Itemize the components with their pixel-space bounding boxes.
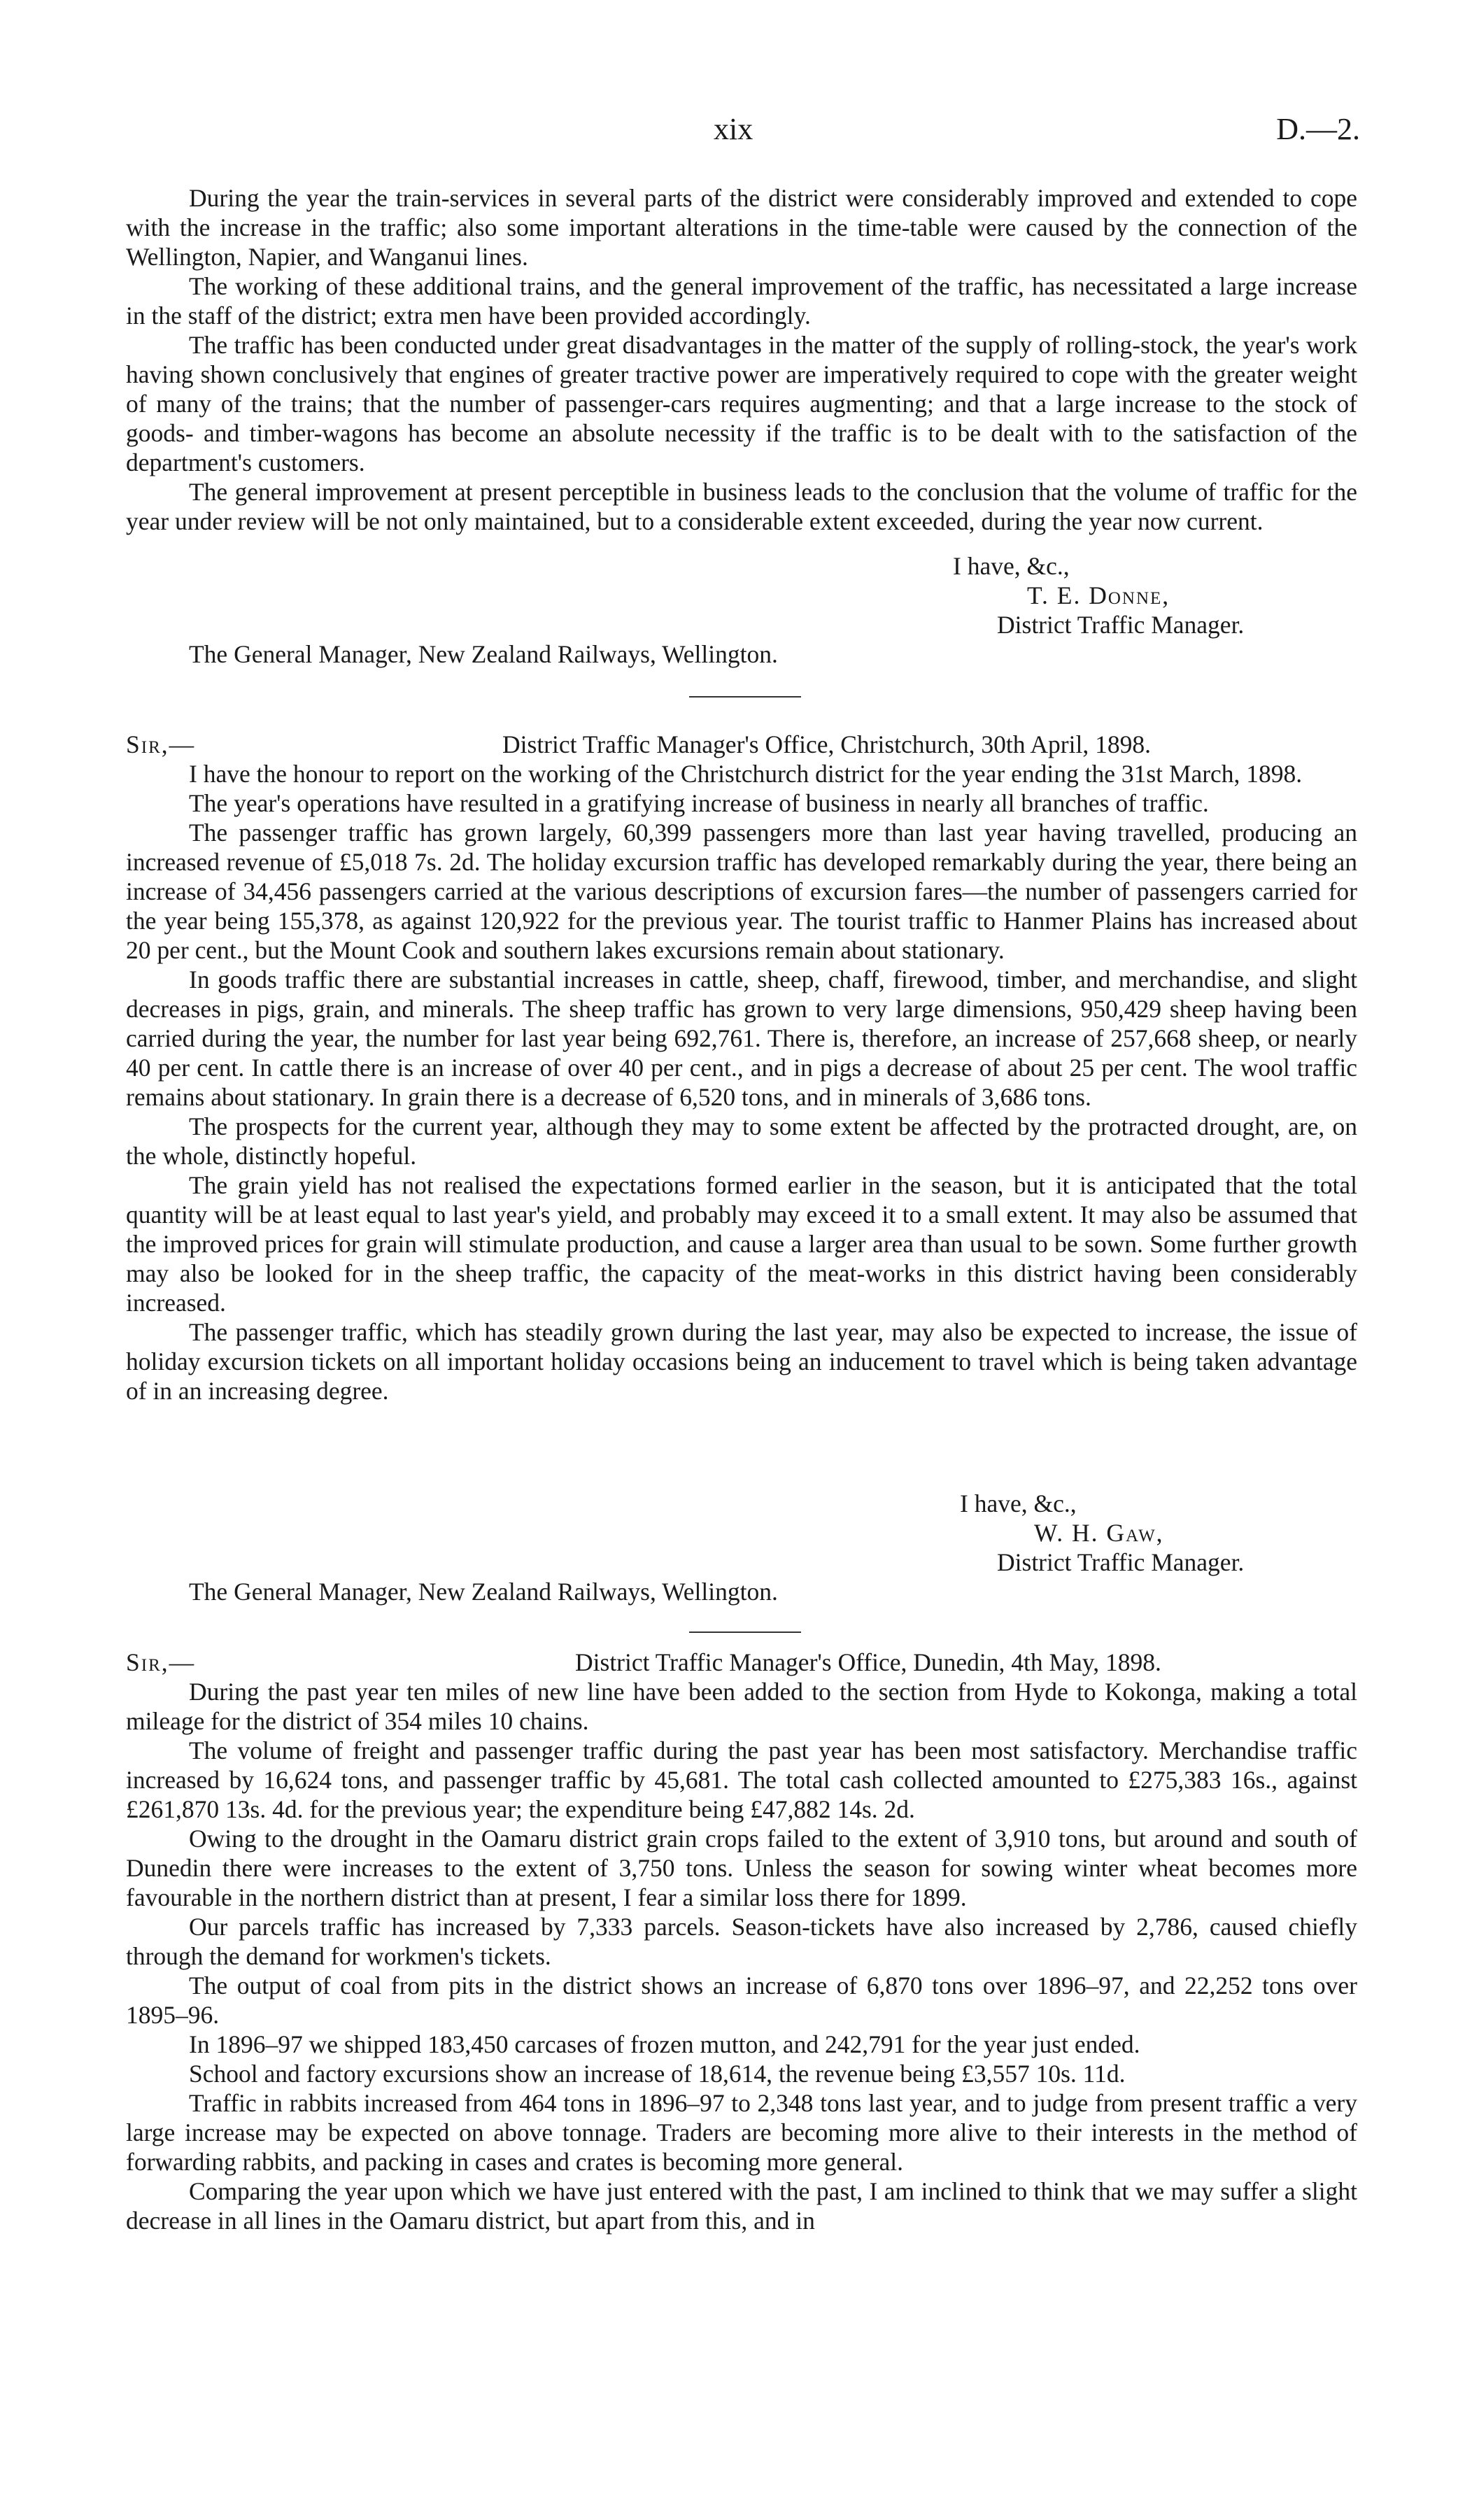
- paragraph: The traffic has been conducted under great disadvantages in the matter of the supply of rolling-stock, the year's work having shown conclusively that engines of greater tractive power are imperatively required to cope with the greater weight of many of the trains; that the number of passenger-cars requires augmenting; and that a large increase to the stock of goods- and timber-wagons has become an absolute necessity if the traffic is to be dealt with to the satisfaction of the department's customers.: [126, 331, 1357, 476]
- signatory-name: W. H. Gaw,: [1034, 1519, 1164, 1547]
- paragraph: I have the honour to report on the working of the Christchurch district for the year ending the 31st March, 1898.: [189, 760, 1303, 788]
- signatory-title: District Traffic Manager.: [997, 611, 1245, 639]
- paragraph: Comparing the year upon which we have just entered with the past, I am inclined to think that we may suffer a slight decrease in all lines in the Oamaru district, but apart from this, and in: [126, 2177, 1357, 2235]
- page-number: xix: [714, 112, 753, 146]
- salutation: Sir,—: [126, 1648, 196, 1676]
- office-dateline: District Traffic Manager's Office, Dunedin, 4th May, 1898.: [575, 1648, 1161, 1676]
- signatory-title: District Traffic Manager.: [997, 1548, 1245, 1576]
- paragraph: In goods traffic there are substantial increases in cattle, sheep, chaff, firewood, timber, and merchandise, and slight decreases in pigs, grain, and minerals. The sheep traffic has grown to very large dimensions, 950,429 sheep having been carried during the year, the number for last year being 692,761. There is, therefore, an increase of 257,668 sheep, or nearly 40 per cent. In cattle there is an increase of over 40 per cent., and in pigs a decrease of about 25 per cent. The wool traffic remains about stationary. In grain there is a decrease of 6,520 tons, and in minerals of 3,686 tons.: [126, 965, 1357, 1111]
- addressee: The General Manager, New Zealand Railways, Wellington.: [189, 640, 778, 668]
- letter-heading: [126, 730, 1357, 759]
- paragraph: In 1896–97 we shipped 183,450 carcases of frozen mutton, and 242,791 for the year just ended.: [189, 2030, 1140, 2058]
- paragraph: The passenger traffic has grown largely, 60,399 passengers more than last year having travelled, producing an increased revenue of £5,018 7s. 2d. The holiday excursion traffic has developed remarkably during the year, there being an increase of 34,456 passengers carried at the various descriptions of excursion fares—the number of passengers carried for the year being 155,378, as against 120,922 for the previous year. The tourist traffic to Hanmer Plains has increased about 20 per cent., but the Mount Cook and southern lakes excursions remain about stationary.: [126, 819, 1357, 964]
- paragraph: The passenger traffic, which has steadily grown during the last year, may also be expected to increase, the issue of holiday excursion tickets on all important holiday occasions being an inducement to travel which is being taken advantage of in an increasing degree.: [126, 1318, 1357, 1405]
- letter-heading: [126, 1648, 1357, 1677]
- section-divider: [689, 1631, 801, 1633]
- paragraph: The volume of freight and passenger traffic during the past year has been most satisfactory. Merchandise traffic increased by 16,624 tons, and passenger traffic by 45,681. The total cash collected amounted to £275,383 16s., against £261,870 13s. 4d. for the previous year; the expenditure being £47,882 14s. 2d.: [126, 1736, 1357, 1823]
- report-wellington-continued: [126, 183, 1357, 536]
- signatory-name: T. E. Donne,: [1027, 581, 1170, 609]
- paragraph: Owing to the drought in the Oamaru district grain crops failed to the extent of 3,910 tons, but around and south of Dunedin there were increases to the extent of 3,750 tons. Unless the season for sowing winter wheat becomes more favourable in the northern district than at present, I fear a similar loss there for 1899.: [126, 1825, 1357, 1911]
- paragraph: School and factory excursions show an increase of 18,614, the revenue being £3,557 10s. 11d.: [189, 2060, 1126, 2088]
- paragraph: The grain yield has not realised the expectations formed earlier in the season, but it is anticipated that the total quantity will be at least equal to last year's yield, and probably may exceed it to a small extent. It may also be assumed that the improved prices for grain will stimulate production, and cause a larger area than usual to be sown. Some further growth may also be looked for in the sheep traffic, the capacity of the meat-works in this district having been considerably increased.: [126, 1171, 1357, 1317]
- paragraph: Traffic in rabbits increased from 464 tons in 1896–97 to 2,348 tons last year, and to judge from present traffic a very large increase may be expected on above tonnage. Traders are becoming more alive to their interests in the method of forwarding rabbits, and packing in cases and crates is becoming more general.: [126, 2089, 1357, 2176]
- paragraph: Our parcels traffic has increased by 7,333 parcels. Season-tickets have also increased by 2,786, caused chiefly through the demand for workmen's tickets.: [126, 1913, 1357, 1970]
- salutation: Sir,—: [126, 730, 196, 758]
- paragraph: The prospects for the current year, although they may to some extent be affected by the protracted drought, are, on the whole, distinctly hopeful.: [126, 1112, 1357, 1170]
- document-reference: D.—2.: [1276, 112, 1360, 146]
- addressee: The General Manager, New Zealand Railways, Wellington.: [189, 1578, 778, 1606]
- paragraph: The year's operations have resulted in a gratifying increase of business in nearly all branches of traffic.: [189, 789, 1209, 817]
- closing-phrase: I have, &c.,: [960, 1489, 1077, 1517]
- paragraph: During the past year ten miles of new line have been added to the section from Hyde to Kokonga, making a total mileage for the district of 354 miles 10 chains.: [126, 1678, 1357, 1735]
- paragraph: During the year the train-services in several parts of the district were considerably improved and extended to cope with the increase in the traffic; also some important alterations in the time-table were caused by the connection of the Wellington, Napier, and Wanganui lines.: [126, 184, 1357, 271]
- section-divider: [689, 696, 801, 698]
- report-christchurch: [126, 759, 1357, 1406]
- paragraph: The general improvement at present perceptible in business leads to the conclusion that the volume of traffic for the year under review will be not only maintained, but to a considerable extent exceeded, during the year now current.: [126, 478, 1357, 535]
- report-dunedin: [126, 1677, 1357, 2235]
- office-dateline: District Traffic Manager's Office, Christchurch, 30th April, 1898.: [502, 730, 1151, 758]
- closing-phrase: I have, &c.,: [953, 552, 1070, 580]
- paragraph: The output of coal from pits in the district shows an increase of 6,870 tons over 1896–97, and 22,252 tons over 1895–96.: [126, 1972, 1357, 2029]
- paragraph: The working of these additional trains, and the general improvement of the traffic, has necessitated a large increase in the staff of the district; extra men have been provided accordingly.: [126, 272, 1357, 330]
